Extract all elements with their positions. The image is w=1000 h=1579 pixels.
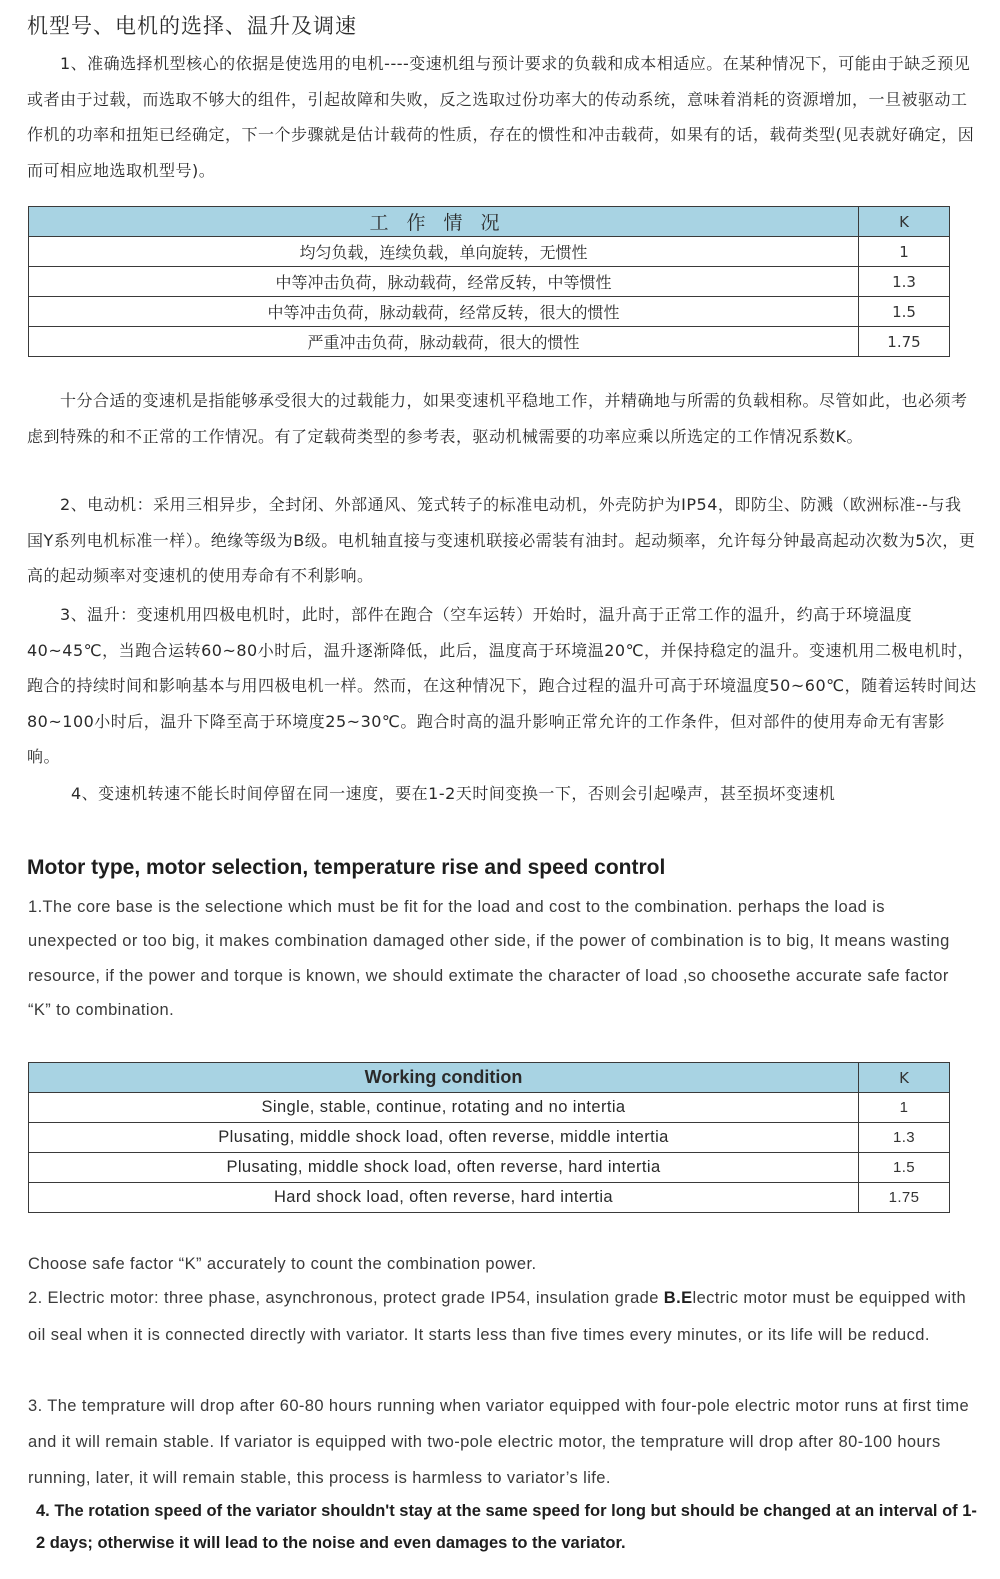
condition-cell: 中等冲击负荷，脉动载荷，经常反转，中等惯性 [29, 267, 859, 297]
k-value-cell: 1.75 [859, 327, 950, 357]
chinese-paragraph-1-text: 1、准确选择机型核心的依据是使选用的电机----变速机组与预计要求的负载和成本相适应。在某种情况下，可能由于缺乏预见或者由于过载，而选取不够大的组件，引起故障和失败，反之选取过份功率大的传动系统，意味着消耗的资源增加，一旦被驱动工作机的功率和扭矩已经确定，下一个步骤就是估计载荷的性质，存在的惯性和冲击载荷，如果有的话，载荷类型(见表就好确定，因而可相应地选取机型号)。 [27, 54, 975, 180]
condition-cell: Plusating, middle shock load, often reverse, hard intertia [29, 1153, 859, 1183]
chinese-paragraph-5 [27, 776, 977, 812]
chinese-paragraph-3-text: 2、电动机：采用三相异步，全封闭、外部通风、笼式转子的标准电动机，外壳防护为IP54，即防尘、防溅（欧洲标准--与我国Y系列电机标准一样）。绝缘等级为B级。电机轴直接与变速机联接必需装有油封。起动频率，允许每分钟最高起动次数为5次，更高的起动频率对变速机的使用寿命有不利影响。 [27, 495, 976, 585]
condition-cell: Single, stable, continue, rotating and no intertia [29, 1093, 859, 1123]
table-header-row [29, 207, 950, 237]
chinese-paragraph-1 [27, 46, 977, 188]
chinese-paragraph-4 [27, 597, 977, 775]
condition-cell: 严重冲击负荷，脉动载荷，很大的惯性 [29, 327, 859, 357]
table-row [29, 1093, 950, 1123]
english-paragraph-1: 1.The core base is the selectione which must be fit for the load and cost to the combination. perhaps the load is unexpected or too big, it makes combination damaged other side, if the power of combination is to big, It means wasting resource, if the power and torque is known, we should extimate the character of load ,so choosethe accurate safe factor “K” to combination. [28, 898, 950, 1019]
k-column-header: K [859, 1063, 950, 1093]
english-paragraph-3-start: 2. Electric motor: three phase, asynchronous, protect grade IP54, insulation grade [28, 1289, 664, 1307]
condition-cell: 中等冲击负荷，脉动载荷，经常反转，很大的惯性 [29, 297, 859, 327]
english-paragraph-2: Choose safe factor “K” accurately to count the combination power. [28, 1255, 537, 1273]
table-row [29, 267, 950, 297]
k-value-cell: 1.75 [859, 1183, 950, 1213]
k-value-cell: 1.5 [859, 297, 950, 327]
chinese-working-condition-table [28, 206, 950, 357]
table-row [29, 1183, 950, 1213]
condition-column-header: 工作情况 [29, 207, 859, 237]
k-column-header: K [859, 207, 950, 237]
english-paragraph-3 [28, 1280, 973, 1353]
english-working-condition-table [28, 1062, 950, 1213]
english-paragraph-5: 4. The rotation speed of the variator shouldn't stay at the same speed for long but should be changed at an interval of 1-2 days; otherwise it will lead to the noise and even damages to the variator. [36, 1502, 977, 1552]
table-header-row [29, 1063, 950, 1093]
table-row [29, 1123, 950, 1153]
english-paragraph-4: 3. The temprature will drop after 60-80 hours running when variator equipped with four-pole electric motor runs at first time and it will remain stable. If variator is equipped with two-pole electric motor, the temprature will drop after 80-100 hours running, later, it will remain stable, this process is harmless to variator’s life. [28, 1397, 970, 1487]
english-paragraph-3-end: lectric motor must be equipped with oil seal when it is connected directly with variator. It starts less than five times every minutes, or its life will be reducd. [28, 1289, 967, 1344]
condition-cell: 均匀负载，连续负载，单向旋转，无惯性 [29, 237, 859, 267]
table-row [29, 1153, 950, 1183]
chinese-paragraph-5-text: 4、变速机转速不能长时间停留在同一速度，要在1-2天时间变换一下，否则会引起噪声，甚至损坏变速机 [71, 784, 836, 803]
k-value-cell: 1.3 [859, 1123, 950, 1153]
condition-cell: Hard shock load, often reverse, hard intertia [29, 1183, 859, 1213]
chinese-paragraph-4-text: 3、温升：变速机用四极电机时，此时，部件在跑合（空车运转）开始时，温升高于正常工作的温升，约高于环境温度40~45℃，当跑合运转60~80小时后，温升逐渐降低，此后，温度高于环境温20℃，并保持稳定的温升。变速机用二极电机时，跑合的持续时间和影响基本与用四极电机一样。然而，在这种情况下，跑合过程的温升可高于环境温度50~60℃，随着运转时间达80~100小时后，温升下降至高于环境度25~30℃。跑合时高的温升影响正常允许的工作条件，但对部件的使用寿命无有害影响。 [27, 605, 977, 766]
english-title: Motor type, motor selection, temperature rise and speed control [27, 856, 666, 879]
table-row [29, 297, 950, 327]
condition-column-header: Working condition [29, 1063, 859, 1093]
k-value-cell: 1.5 [859, 1153, 950, 1183]
chinese-title: 机型号、电机的选择、温升及调速 [27, 14, 357, 38]
k-value-cell: 1 [859, 1093, 950, 1123]
k-value-cell: 1.3 [859, 267, 950, 297]
condition-cell: Plusating, middle shock load, often reverse, middle intertia [29, 1123, 859, 1153]
chinese-paragraph-3 [27, 487, 977, 594]
chinese-paragraph-2-text: 十分合适的变速机是指能够承受很大的过载能力，如果变速机平稳地工作，并精确地与所需的负载相称。尽管如此，也必须考虑到特殊的和不正常的工作情况。有了定载荷类型的参考表，驱动机械需要的功率应乘以所选定的工作情况系数K。 [27, 391, 968, 446]
k-value-cell: 1 [859, 237, 950, 267]
table-row [29, 327, 950, 357]
table-row [29, 237, 950, 267]
english-paragraph-3-bold: B.E [663, 1289, 693, 1307]
chinese-paragraph-2 [27, 383, 977, 454]
